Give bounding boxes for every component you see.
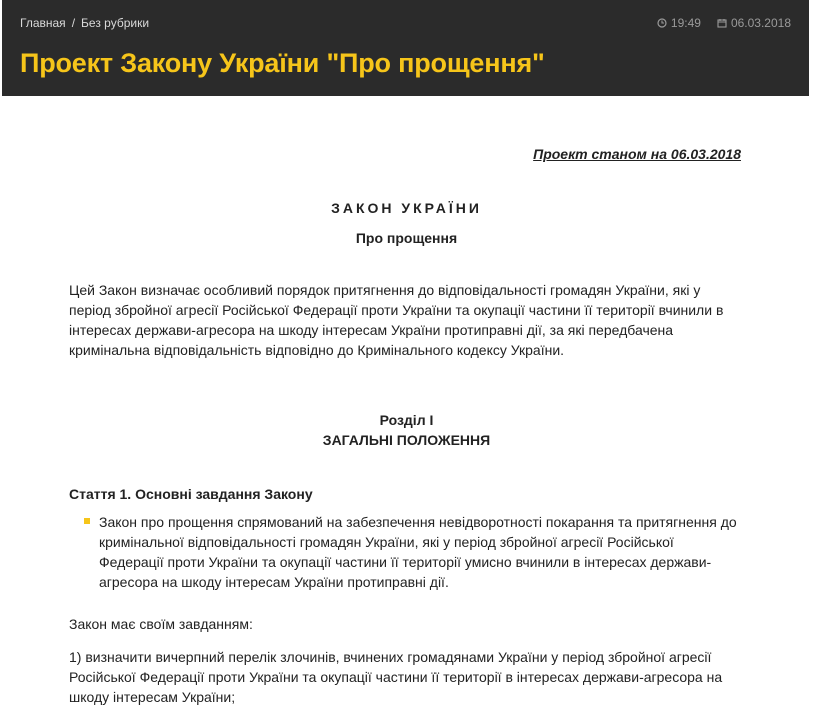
task-item-1: 1) визначити вичерпний перелік злочинів, вчинених громадянами України у період збройної агресії Російської Федерації проти України та окупації частини її території в інтересах держави-агресора на шкоду інтересам України;	[69, 649, 723, 705]
law-subtitle: Про прощення	[355, 230, 458, 246]
breadcrumb-separator: /	[71, 16, 76, 30]
clock-icon	[657, 18, 667, 28]
bullet-marker	[84, 518, 90, 524]
page-header	[2, 0, 809, 96]
list-item	[83, 512, 739, 592]
section-title: ЗАГАЛЬНІ ПОЛОЖЕННЯ	[322, 432, 491, 448]
calendar-icon	[717, 18, 727, 28]
post-time: 19:49	[670, 16, 701, 30]
list-item-text: Закон про прощення спрямований на забезпечення невідворотності покарання та притягнення до кримінальної відповідальності громадян України, які у період збройної агресії Російської Федерації проти України та окупації частини її території умисно вчинили в інтересах держави-агресора на шкоду інтересам України протиправні дії.	[99, 514, 737, 590]
tasks-intro-paragraph: Закон має своїм завданням:	[69, 616, 253, 632]
article-title: Стаття 1. Основні завдання Закону	[69, 486, 313, 502]
post-meta	[657, 16, 791, 30]
breadcrumb-home-link[interactable]: Главная	[20, 16, 66, 30]
section-number: Розділ І	[379, 412, 434, 428]
breadcrumb	[20, 16, 149, 30]
preamble-paragraph: Цей Закон визначає особливий порядок притягнення до відповідальності громадян України, які у період збройної агресії Російської Федерації проти України та окупації частини її території вчинили в інтересах держави-агресора на шкоду інтересам України протиправні дії, за які передбачена кримінальна відповідальність відповідно до Кримінального кодексу України.	[69, 282, 724, 358]
post-date: 06.03.2018	[730, 16, 791, 30]
breadcrumb-category-link[interactable]: Без рубрики	[81, 16, 150, 30]
page-title: Проект Закону України "Про прощення"	[20, 48, 545, 78]
draft-status-note: Проект станом на 06.03.2018	[533, 146, 741, 162]
law-heading: ЗАКОН УКРАЇНИ	[331, 200, 482, 216]
